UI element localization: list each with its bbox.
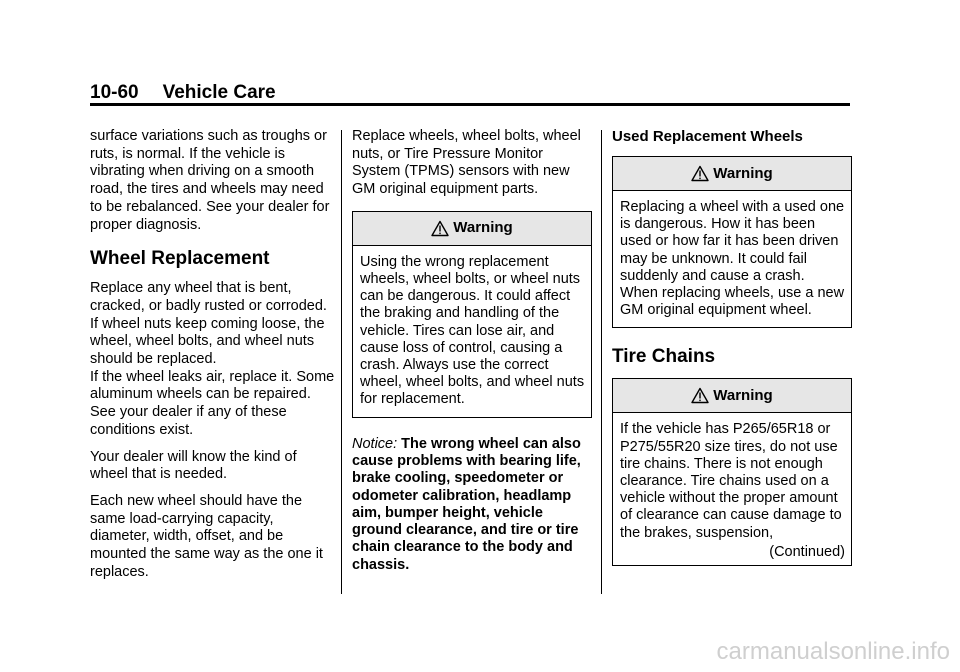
warning-header xyxy=(353,212,591,246)
warning-triangle-icon xyxy=(691,165,709,182)
paragraph: Replace wheels, wheel bolts, wheel nuts, or Tire Pressure Monitor System (TPMS) sensors with new GM original equipment parts. xyxy=(352,128,581,198)
warning-title: Warning xyxy=(713,164,773,182)
paragraph: surface variations such as troughs or ruts, is normal. If the vehicle is vibrating when driving on a smooth road, the tires and wheels may need to be rebalanced. See your dealer for proper diagnosis. xyxy=(90,128,330,233)
column-2 xyxy=(352,128,592,583)
column-divider-2 xyxy=(601,130,602,594)
warning-triangle-icon xyxy=(431,220,449,237)
heading-wheel-replacement: Wheel Replacement xyxy=(90,248,270,270)
paragraph: Replace any wheel that is bent, cracked, or badly rusted or corroded. If wheel nuts keep coming loose, the wheel, wheel bolts, and wheel nuts should be replaced. xyxy=(90,280,327,368)
warning-text: Using the wrong replacement wheels, wheel bolts, or wheel nuts can be dangerous. It could affect the braking and handling of the vehicle. Tires can lose air, and cause loss of control, causing a crash. Always use the correct wheel, wheel bolts, and wheel nuts for replacement. xyxy=(360,253,585,408)
notice-text: The wrong wheel can also cause problems with bearing life, brake cooling, speedometer or odometer calibration, headlamp aim, bumper height, vehicle ground clearance, and tire or tire chain clearance to the body and chassis. xyxy=(352,435,581,573)
warning-header xyxy=(613,379,851,413)
column-divider-1 xyxy=(341,130,342,594)
column-1 xyxy=(90,128,336,590)
section-title: Vehicle Care xyxy=(162,82,276,103)
warning-body: If the vehicle has P265/65R18 or P275/55R20 size tires, do not use tire chains. There is not enough clearance. Tire chains used on a vehicle without the proper amount of clearance can cause damage to the brakes, suspension, xyxy=(620,421,842,541)
warning-triangle-icon xyxy=(691,387,709,404)
warning-text: Replacing a wheel with a used one is dangerous. How it has been used or how far it has been driven may be unknown. It could fail suddenly and cause a crash. When replacing wheels, use a new GM original equipment wheel. xyxy=(620,199,845,319)
heading-tire-chains: Tire Chains xyxy=(612,346,716,368)
continued-label: (Continued) xyxy=(769,543,845,560)
notice-label: Notice: xyxy=(352,435,398,452)
subheading-used-replacement-wheels: Used Replacement Wheels xyxy=(612,128,803,145)
paragraph: Your dealer will know the kind of wheel that is needed. xyxy=(90,448,297,483)
watermark: carmanualsonline.info xyxy=(716,638,950,665)
warning-title: Warning xyxy=(713,387,773,405)
notice xyxy=(352,436,592,574)
paragraph: Each new wheel should have the same load-carrying capacity, diameter, width, offset, and be mounted the same way as the one it replaces. xyxy=(90,492,323,580)
warning-box xyxy=(352,211,592,418)
paragraph: If the wheel leaks air, replace it. Some aluminum wheels can be repaired. See your dealer if any of these conditions exist. xyxy=(90,368,335,438)
warning-header xyxy=(613,157,851,191)
warning-box xyxy=(612,378,852,566)
warning-title: Warning xyxy=(453,219,513,237)
column-3 xyxy=(612,128,852,580)
page-number: 10-60 xyxy=(90,82,139,103)
header-rule xyxy=(90,103,850,106)
warning-text xyxy=(613,413,851,565)
page-header xyxy=(90,82,850,104)
warning-box xyxy=(612,156,852,328)
